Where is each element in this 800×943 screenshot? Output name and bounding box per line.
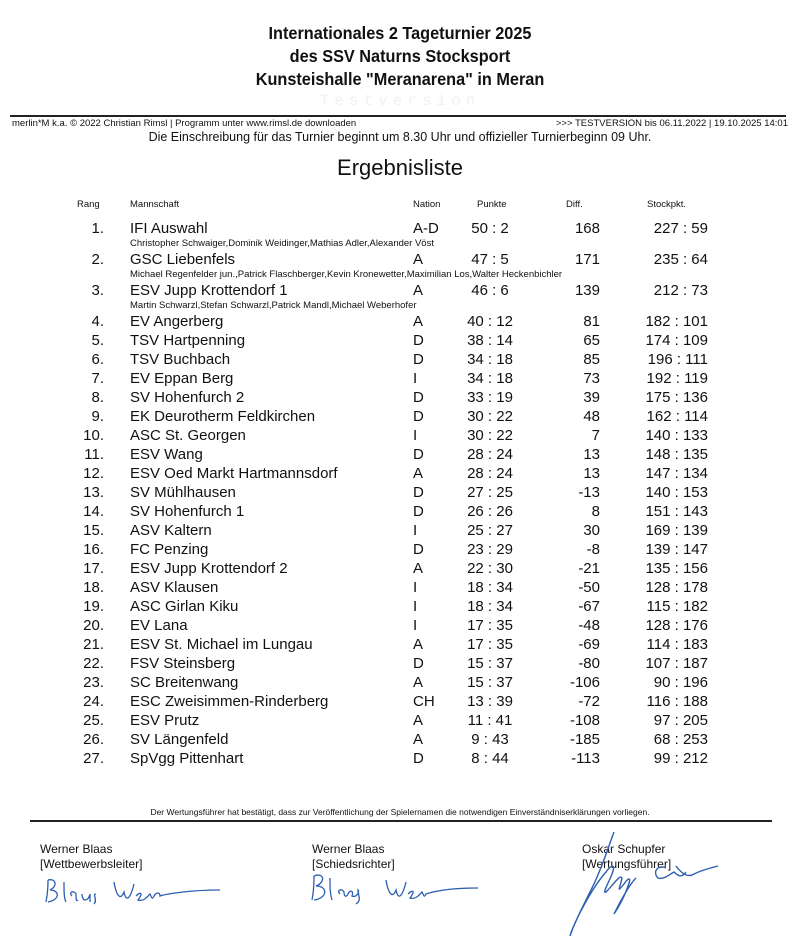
team-cell: ESC Zweisimmen-Rinderberg <box>130 693 329 710</box>
diff-cell: -67 <box>578 598 600 615</box>
stock-points-cell: 162 : 114 <box>646 408 708 425</box>
rank-cell: 8. <box>91 389 104 406</box>
nation-cell: A <box>413 251 424 268</box>
diff-cell: -13 <box>578 484 600 501</box>
team-cell: GSC Liebenfels <box>130 251 236 268</box>
diff-cell: 139 <box>574 282 600 299</box>
points-cell: 28 : 24 <box>467 446 513 463</box>
diff-cell: -108 <box>569 712 600 729</box>
team-cell: FC Penzing <box>130 541 209 558</box>
rank-cell: 4. <box>91 313 104 330</box>
team-cell: ESV St. Michael im Lungau <box>130 636 313 653</box>
table-row <box>0 312 800 331</box>
table-row <box>0 426 800 445</box>
signatory-role: [Wettbewerbsleiter] <box>40 857 143 871</box>
credit-right: >>> TESTVERSION bis 06.11.2022 | 19.10.2025 14:01 <box>555 118 788 129</box>
table-row <box>0 464 800 483</box>
diff-cell: 171 <box>574 251 600 268</box>
nation-cell: A <box>413 282 424 299</box>
table-row <box>0 654 800 673</box>
team-cell: EV Lana <box>130 617 188 634</box>
team-cell: TSV Hartpenning <box>130 332 246 349</box>
table-row <box>0 597 800 616</box>
signatory-name: Oskar Schupfer <box>582 842 666 856</box>
table-row <box>0 540 800 559</box>
diff-cell: 7 <box>591 427 600 444</box>
diff-cell: 48 <box>583 408 600 425</box>
nation-cell: D <box>413 655 424 672</box>
rank-cell: 6. <box>91 351 104 368</box>
team-players: Christopher Schwaiger,Dominik Weidinger,Mathias Adler,Alexander Vöst <box>130 238 434 249</box>
points-cell: 9 : 43 <box>471 731 509 748</box>
stock-points-cell: 140 : 153 <box>645 484 708 501</box>
team-cell: ASV Klausen <box>130 579 219 596</box>
rank-cell: 11. <box>84 446 104 463</box>
rank-cell: 23. <box>83 674 104 691</box>
points-cell: 15 : 37 <box>467 655 513 672</box>
table-row <box>0 407 800 426</box>
nation-cell: A <box>413 560 424 577</box>
nation-cell: D <box>413 446 424 463</box>
points-cell: 47 : 5 <box>471 251 509 268</box>
column-header-nation: Nation <box>413 199 441 210</box>
team-cell: SC Breitenwang <box>130 674 239 691</box>
table-row <box>0 578 800 597</box>
diff-cell: 13 <box>583 446 600 463</box>
table-row <box>0 616 800 635</box>
table-row <box>0 350 800 369</box>
rank-cell: 15. <box>83 522 104 539</box>
table-row <box>0 635 800 654</box>
stock-points-cell: 99 : 212 <box>653 750 708 767</box>
team-cell: SV Längenfeld <box>130 731 229 748</box>
credit-line <box>12 118 788 129</box>
points-cell: 17 : 35 <box>467 636 513 653</box>
table-row <box>0 281 800 300</box>
title-line-2: des SSV Naturns Stocksport <box>289 46 511 66</box>
handwritten-signature-icon <box>562 828 722 938</box>
diff-cell: -113 <box>571 750 600 767</box>
points-cell: 25 : 27 <box>467 522 513 539</box>
column-header-rank: Rang <box>77 199 100 210</box>
rank-cell: 21. <box>83 636 104 653</box>
stock-points-cell: 107 : 187 <box>645 655 708 672</box>
stock-points-cell: 212 : 73 <box>653 282 708 299</box>
column-header-diff: Diff. <box>566 199 583 210</box>
stock-points-cell: 235 : 64 <box>653 251 708 268</box>
points-cell: 15 : 37 <box>467 674 513 691</box>
team-cell: TSV Buchbach <box>130 351 231 368</box>
column-header-points: Punkte <box>477 199 507 210</box>
team-cell: ESV Jupp Krottendorf 2 <box>130 560 288 577</box>
nation-cell: D <box>413 541 424 558</box>
diff-cell: -50 <box>578 579 600 596</box>
diff-cell: 8 <box>591 503 600 520</box>
nation-cell: CH <box>413 693 435 710</box>
diff-cell: 13 <box>583 465 600 482</box>
points-cell: 26 : 26 <box>467 503 513 520</box>
table-row <box>0 483 800 502</box>
consent-statement: Der Wertungsführer hat bestätigt, dass zur Veröffentlichung der Spielernamen die notwendigen Einverständniserklärungen vorliegen. <box>150 807 650 817</box>
nation-cell: D <box>413 389 424 406</box>
points-cell: 30 : 22 <box>467 427 513 444</box>
rank-cell: 10. <box>83 427 104 444</box>
team-cell: IFI Auswahl <box>130 220 208 237</box>
points-cell: 46 : 6 <box>471 282 509 299</box>
rank-cell: 22. <box>83 655 104 672</box>
points-cell: 27 : 25 <box>467 484 513 501</box>
points-cell: 50 : 2 <box>471 220 509 237</box>
nation-cell: A <box>413 313 424 330</box>
rank-cell: 3. <box>91 282 104 299</box>
table-row <box>0 711 800 730</box>
nation-cell: A <box>413 674 424 691</box>
nation-cell: I <box>413 370 418 387</box>
team-cell: ASV Kaltern <box>130 522 212 539</box>
stock-points-cell: 90 : 196 <box>653 674 708 691</box>
diff-cell: -106 <box>569 674 600 691</box>
team-cell: EK Deurotherm Feldkirchen <box>130 408 316 425</box>
points-cell: 23 : 29 <box>467 541 513 558</box>
nation-cell: D <box>413 351 424 368</box>
team-cell: SV Hohenfurch 1 <box>130 503 245 520</box>
rank-cell: 27. <box>83 750 104 767</box>
stock-points-cell: 147 : 134 <box>645 465 708 482</box>
diff-cell: 81 <box>583 313 600 330</box>
page-title: Ergebnisliste <box>337 155 463 180</box>
column-header-team: Mannschaft <box>130 199 180 210</box>
points-cell: 13 : 39 <box>467 693 513 710</box>
points-cell: 38 : 14 <box>467 332 513 349</box>
diff-cell: -21 <box>578 560 600 577</box>
team-cell: ESV Prutz <box>130 712 200 729</box>
diff-cell: 65 <box>583 332 600 349</box>
points-cell: 17 : 35 <box>467 617 513 634</box>
nation-cell: I <box>413 427 418 444</box>
rank-cell: 18. <box>83 579 104 596</box>
nation-cell: A <box>413 636 424 653</box>
stock-points-cell: 174 : 109 <box>645 332 708 349</box>
team-cell: ESV Oed Markt Hartmannsdorf <box>130 465 338 482</box>
stock-points-cell: 148 : 135 <box>645 446 708 463</box>
signatory-role: [Wertungsführer] <box>582 857 672 871</box>
rank-cell: 12. <box>83 465 104 482</box>
team-cell: SV Hohenfurch 2 <box>130 389 245 406</box>
nation-cell: D <box>413 484 424 501</box>
bottom-divider <box>30 820 772 822</box>
stock-points-cell: 139 : 147 <box>645 541 708 558</box>
rank-cell: 14. <box>83 503 104 520</box>
table-row <box>0 521 800 540</box>
nation-cell: A <box>413 731 424 748</box>
rank-cell: 9. <box>91 408 104 425</box>
rank-cell: 7. <box>91 370 104 387</box>
watermark: Testversion <box>319 92 481 110</box>
handwritten-signature-icon <box>308 870 478 910</box>
table-row <box>0 730 800 749</box>
rank-cell: 17. <box>83 560 104 577</box>
document-title <box>0 22 800 91</box>
stock-points-cell: 182 : 101 <box>645 313 708 330</box>
nation-cell: I <box>413 598 418 615</box>
results-table <box>0 219 800 768</box>
signature-block-scorekeeper <box>582 842 671 872</box>
stock-points-cell: 128 : 176 <box>645 617 708 634</box>
team-cell: ASC Girlan Kiku <box>130 598 239 615</box>
nation-cell: A <box>413 465 424 482</box>
rank-cell: 1. <box>91 220 104 237</box>
diff-cell: 73 <box>583 370 600 387</box>
team-cell: EV Eppan Berg <box>130 370 234 387</box>
diff-cell: 168 <box>574 220 600 237</box>
team-players: Martin Schwarzl,Stefan Schwarzl,Patrick Mandl,Michael Weberhofer <box>130 300 417 311</box>
table-row <box>0 250 800 269</box>
table-row <box>0 445 800 464</box>
diff-cell: 30 <box>583 522 600 539</box>
nation-cell: D <box>413 750 424 767</box>
nation-cell: I <box>413 522 418 539</box>
points-cell: 28 : 24 <box>467 465 513 482</box>
title-line-1: Internationales 2 Tageturnier 2025 <box>268 23 532 43</box>
points-cell: 40 : 12 <box>467 313 513 330</box>
diff-cell: -72 <box>578 693 600 710</box>
rank-cell: 24. <box>83 693 104 710</box>
table-row <box>0 331 800 350</box>
rank-cell: 19. <box>83 598 104 615</box>
rank-cell: 26. <box>83 731 104 748</box>
handwritten-signature-icon <box>40 874 220 914</box>
team-cell: SpVgg Pittenhart <box>130 750 244 767</box>
points-cell: 34 : 18 <box>467 370 513 387</box>
nation-cell: A-D <box>413 220 439 237</box>
stock-points-cell: 196 : 111 <box>647 351 708 368</box>
rank-cell: 5. <box>91 332 104 349</box>
nation-cell: D <box>413 332 424 349</box>
rank-cell: 20. <box>83 617 104 634</box>
diff-cell: -80 <box>578 655 600 672</box>
stock-points-cell: 192 : 119 <box>646 370 708 387</box>
title-line-3: Kunsteishalle "Meranarena" in Meran <box>255 69 545 89</box>
nation-cell: D <box>413 503 424 520</box>
team-players: Michael Regenfelder jun.,Patrick Flaschberger,Kevin Kronewetter,Maximilian Los,Walter Heckenbichler <box>130 269 563 280</box>
table-row <box>0 749 800 768</box>
credit-left: merlin*M k.a. © 2022 Christian Rimsl | Programm unter www.rimsl.de downloaden <box>12 118 357 129</box>
table-row <box>0 369 800 388</box>
diff-cell: -69 <box>578 636 600 653</box>
table-row <box>0 559 800 578</box>
signatory-name: Werner Blaas <box>312 842 385 856</box>
nation-cell: A <box>413 712 424 729</box>
team-cell: ESV Jupp Krottendorf 1 <box>130 282 288 299</box>
signature-block-referee <box>312 842 395 872</box>
points-cell: 33 : 19 <box>467 389 513 406</box>
stock-points-cell: 128 : 178 <box>645 579 708 596</box>
team-cell: SV Mühlhausen <box>130 484 236 501</box>
stock-points-cell: 68 : 253 <box>653 731 708 748</box>
rank-cell: 2. <box>91 251 104 268</box>
diff-cell: 39 <box>583 389 600 406</box>
points-cell: 22 : 30 <box>467 560 513 577</box>
signature-block-competition-director <box>40 842 143 872</box>
stock-points-cell: 140 : 133 <box>645 427 708 444</box>
points-cell: 11 : 41 <box>467 712 513 729</box>
signatory-role: [Schiedsrichter] <box>312 857 395 871</box>
stock-points-cell: 175 : 136 <box>645 389 708 406</box>
signatory-name: Werner Blaas <box>40 842 113 856</box>
table-row <box>0 692 800 711</box>
stock-points-cell: 116 : 188 <box>646 693 708 710</box>
stock-points-cell: 115 : 182 <box>646 598 708 615</box>
table-row <box>0 673 800 692</box>
diff-cell: -48 <box>578 617 600 634</box>
nation-cell: I <box>413 579 418 596</box>
diff-cell: -8 <box>586 541 600 558</box>
stock-points-cell: 169 : 139 <box>645 522 708 539</box>
points-cell: 18 : 34 <box>467 579 513 596</box>
stock-points-cell: 227 : 59 <box>653 220 708 237</box>
stock-points-cell: 114 : 183 <box>646 636 708 653</box>
stock-points-cell: 135 : 156 <box>645 560 708 577</box>
stock-points-cell: 151 : 143 <box>645 503 708 520</box>
nation-cell: D <box>413 408 424 425</box>
top-divider <box>10 115 786 117</box>
points-cell: 34 : 18 <box>467 351 513 368</box>
points-cell: 8 : 44 <box>471 750 509 767</box>
rank-cell: 25. <box>83 712 104 729</box>
points-cell: 18 : 34 <box>467 598 513 615</box>
nation-cell: I <box>413 617 418 634</box>
table-row <box>0 388 800 407</box>
registration-notice: Die Einschreibung für das Turnier beginnt um 8.30 Uhr und offizieller Turnierbeginn 09 Uhr. <box>148 130 652 144</box>
table-row <box>0 219 800 238</box>
team-cell: EV Angerberg <box>130 313 224 330</box>
points-cell: 30 : 22 <box>467 408 513 425</box>
table-row <box>0 502 800 521</box>
diff-cell: -185 <box>569 731 600 748</box>
diff-cell: 85 <box>583 351 600 368</box>
stock-points-cell: 97 : 205 <box>653 712 708 729</box>
rank-cell: 16. <box>83 541 104 558</box>
team-cell: FSV Steinsberg <box>130 655 236 672</box>
team-cell: ASC St. Georgen <box>130 427 246 444</box>
team-cell: ESV Wang <box>130 446 203 463</box>
rank-cell: 13. <box>83 484 104 501</box>
column-header-stock-points: Stockpkt. <box>647 199 687 210</box>
